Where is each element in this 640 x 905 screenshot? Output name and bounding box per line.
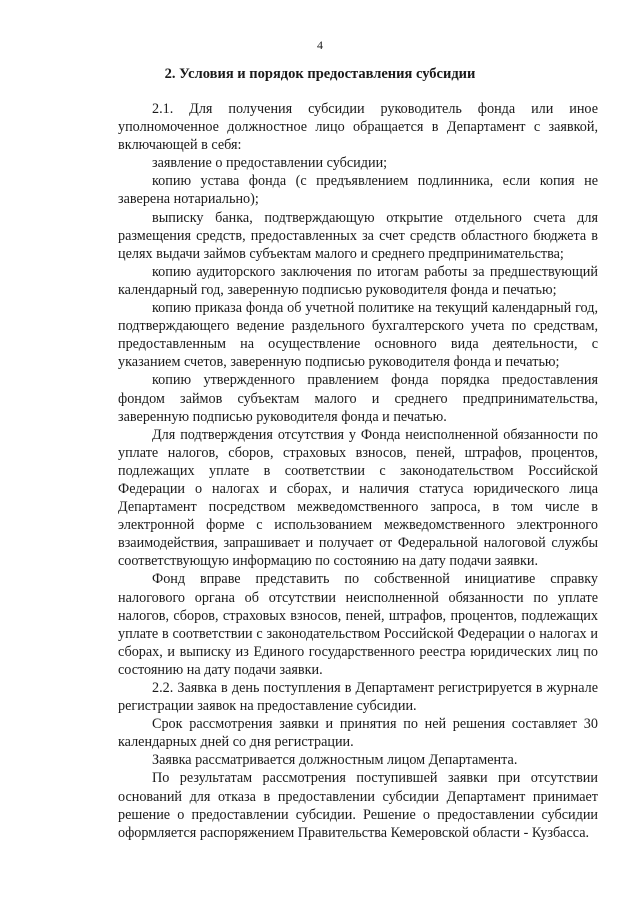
paragraph-review-period: Срок рассмотрения заявки и принятия по ней решения составляет 30 календарных дней со дня регистрации. [118, 716, 598, 751]
section-title: 2. Условия и порядок предоставления субсидии [164, 66, 476, 82]
list-item-loan-procedure: копию утвержденного правлением фонда порядка предоставления фондом займов субъектам малого и среднего предпринимательства, заверенную подписью руководителя фонда и печатью. [118, 372, 598, 425]
list-item-bank-statement: выписку банка, подтверждающую открытие отдельного счета для размещения средств, предоставленных за счет средств областного бюджета в целях выдачи займов субъектам малого и среднего предпринимательства; [118, 209, 598, 262]
paragraph-2-2-registration: 2.2. Заявка в день поступления в Департамент регистрируется в журнале регистрации заявок на предоставление субсидии. [118, 680, 598, 715]
document-body [118, 100, 598, 842]
list-item-accounting-policy: копию приказа фонда об учетной политике на текущий календарный год, подтверждающего ведение раздельного бухгалтерского учета по средствам, предоставленным на осуществление основного вида деятельности, с указанием счетов, заверенную подписью руководителя фонда и печатью; [118, 300, 598, 371]
paragraph-decision: По результатам рассмотрения поступившей заявки при отсутствии оснований для отказа в предоставлении субсидии Департамент принимает решение о предоставлении субсидии. Решение о предоставлении субсидии оформляется распоряжением Правительства Кемеровской области - Кузбасса. [118, 770, 598, 841]
list-item-application: заявление о предоставлении субсидии; [152, 155, 388, 172]
paragraph-fund-initiative: Фонд вправе представить по собственной инициативе справку налогового органа об отсутствии неисполненной обязанности по уплате налогов, сборов, страховых взносов, пеней, штрафов, процентов, подлежащих уплате в соответствии с законодательством Российской Федерации о налогах и сборах, и выписку из Единого государственного реестра юридических лиц по состоянию на дату подачи заявки. [118, 571, 598, 678]
paragraph-reviewer: Заявка рассматривается должностным лицом Департамента. [152, 752, 518, 769]
list-item-audit-report: копию аудиторского заключения по итогам работы за предшествующий календарный год, заверенную подписью руководителя фонда и печатью; [118, 263, 598, 298]
paragraph-tax-verification: Для подтверждения отсутствия у Фонда неисполненной обязанности по уплате налогов, сборов, страховых взносов, пеней, штрафов, процентов, подлежащих уплате в соответствии с законодательством Российской Федерации о налогах и сборах, и наличия статуса юридического лица Департамент посредством межведомственного запроса, в том числе в электронной форме с использованием межведомственного электронного взаимодействия, запрашивает и получает от Федеральной налоговой службы соответствующую информацию по состоянию на дату подачи заявки. [118, 426, 598, 570]
paragraph-2-1-intro: 2.1. Для получения субсидии руководитель фонда или иное уполномоченное должностное лицо обращается в Департамент с заявкой, включающей в себя: [118, 101, 598, 154]
list-item-charter-copy: копию устава фонда (с предъявлением подлинника, если копия не заверена нотариально); [118, 173, 598, 208]
page-number: 4 [317, 38, 323, 52]
